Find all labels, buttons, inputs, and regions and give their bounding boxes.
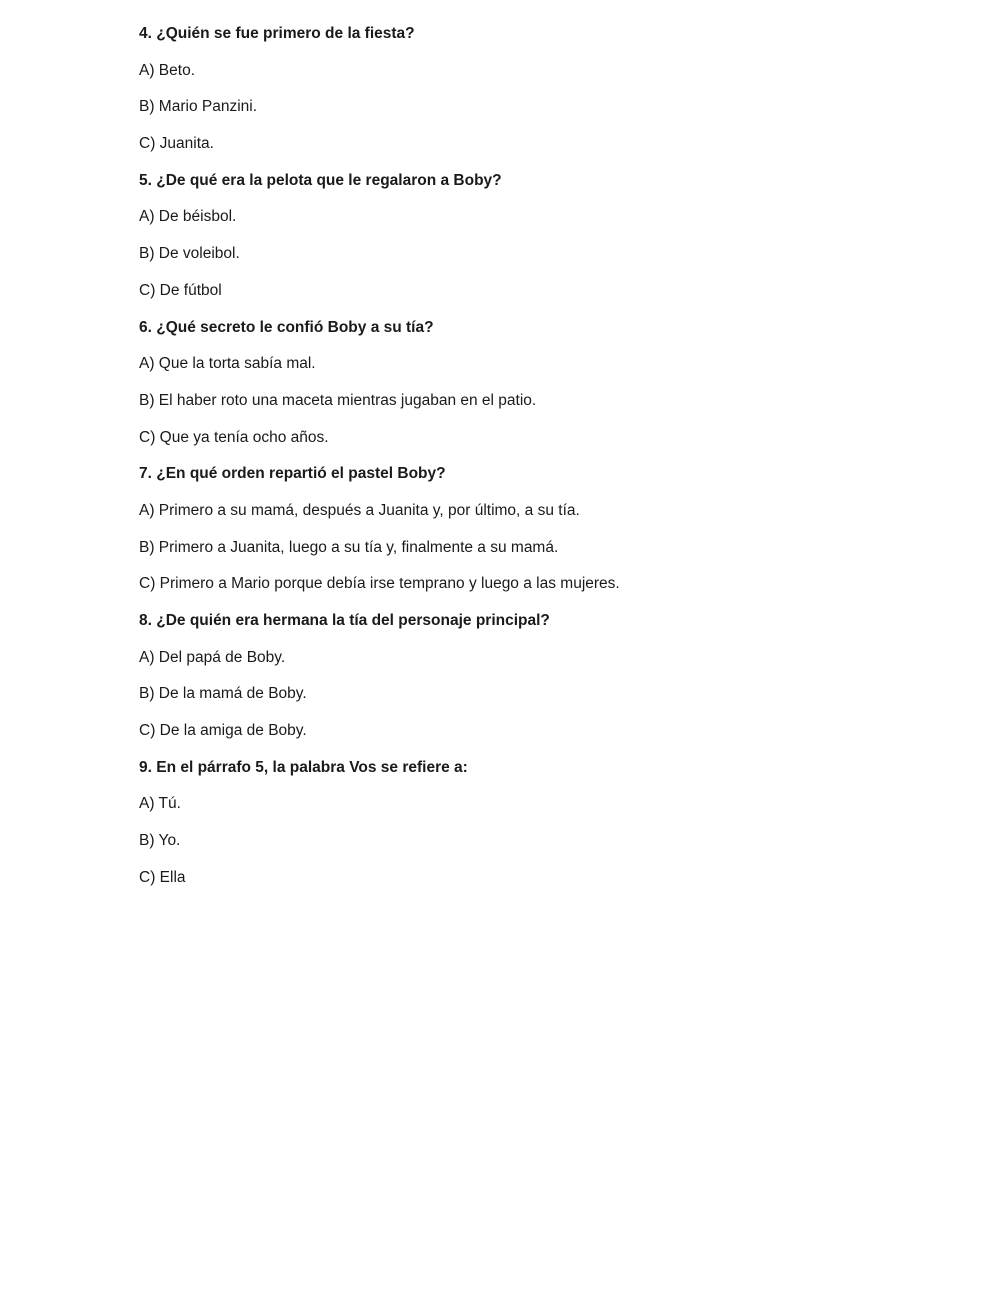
option-c: C) Juanita. bbox=[139, 135, 214, 153]
question-text: 8. ¿De quién era hermana la tía del personaje principal? bbox=[139, 612, 550, 629]
option-c: C) De fútbol bbox=[139, 281, 222, 299]
question-text: 6. ¿Qué secreto le confió Boby a su tía? bbox=[139, 318, 434, 336]
option-b: B) De voleibol. bbox=[139, 245, 240, 263]
option-c: C) Que ya tenía ocho años. bbox=[139, 428, 329, 446]
option-a: A) Beto. bbox=[139, 61, 195, 79]
option-a: A) Que la torta sabía mal. bbox=[139, 355, 316, 373]
option-a: A) Primero a su mamá, después a Juanita y, por último, a su tía. bbox=[139, 501, 580, 519]
option-b: B) Primero a Juanita, luego a su tía y, finalmente a su mamá. bbox=[139, 538, 559, 556]
option-b: B) Yo. bbox=[139, 832, 181, 850]
question-text: 9. En el párrafo 5, la palabra Vos se refiere a: bbox=[139, 758, 468, 776]
option-a: A) De béisbol. bbox=[139, 208, 237, 226]
question-4 bbox=[139, 22, 939, 169]
question-text: 5. ¿De qué era la pelota que le regalaron a Boby? bbox=[139, 171, 502, 189]
option-a: A) Tú. bbox=[139, 795, 181, 813]
question-8 bbox=[139, 609, 939, 756]
option-b: B) El haber roto una maceta mientras jugaban en el patio. bbox=[139, 391, 537, 409]
question-text: 4. ¿Quién se fue primero de la fiesta? bbox=[139, 25, 415, 42]
option-b: B) De la mamá de Boby. bbox=[139, 685, 307, 703]
question-7 bbox=[139, 462, 939, 609]
option-c: C) De la amiga de Boby. bbox=[139, 722, 307, 740]
question-5 bbox=[139, 169, 939, 316]
question-6 bbox=[139, 316, 939, 463]
worksheet-page bbox=[139, 22, 939, 903]
question-text: 7. ¿En qué orden repartió el pastel Boby? bbox=[139, 465, 446, 483]
option-a: A) Del papá de Boby. bbox=[139, 648, 286, 666]
option-b: B) Mario Panzini. bbox=[139, 98, 258, 116]
option-c: C) Primero a Mario porque debía irse temprano y luego a las mujeres. bbox=[139, 575, 620, 593]
option-c: C) Ella bbox=[139, 868, 186, 886]
question-9 bbox=[139, 756, 939, 903]
